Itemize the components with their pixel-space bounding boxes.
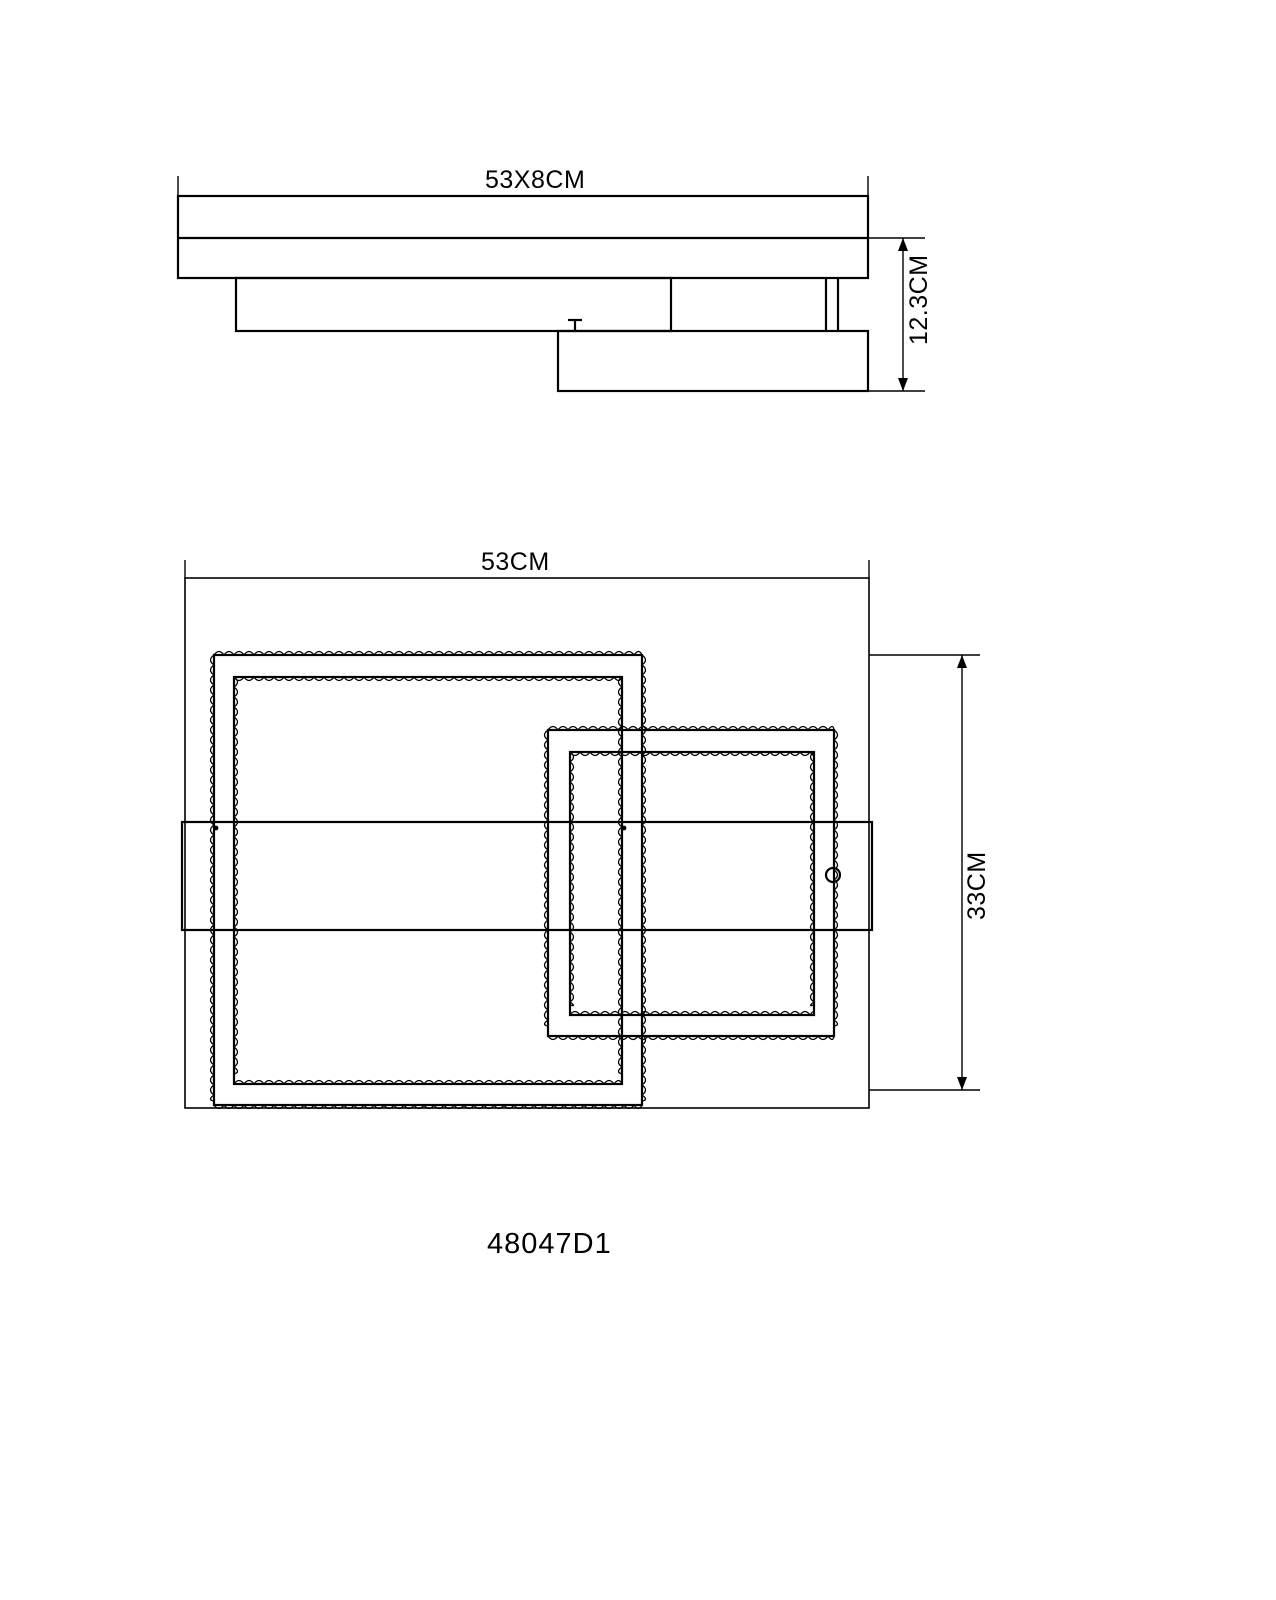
dimension-label-depth: 12.3CM: [905, 254, 933, 345]
dimension-label-top: 53X8CM: [485, 166, 586, 194]
model-number-label: 48047D1: [487, 1228, 612, 1260]
side-elevation-geometry: [178, 196, 868, 391]
small-square-bead-texture: [545, 727, 838, 1040]
dimension-label-width: 53CM: [481, 548, 550, 576]
large-square-bead-texture: [211, 652, 646, 1109]
plan-dimension-lines: [185, 560, 980, 1090]
dimension-label-height: 33CM: [963, 851, 991, 920]
plan-view-geometry: [182, 578, 872, 1108]
